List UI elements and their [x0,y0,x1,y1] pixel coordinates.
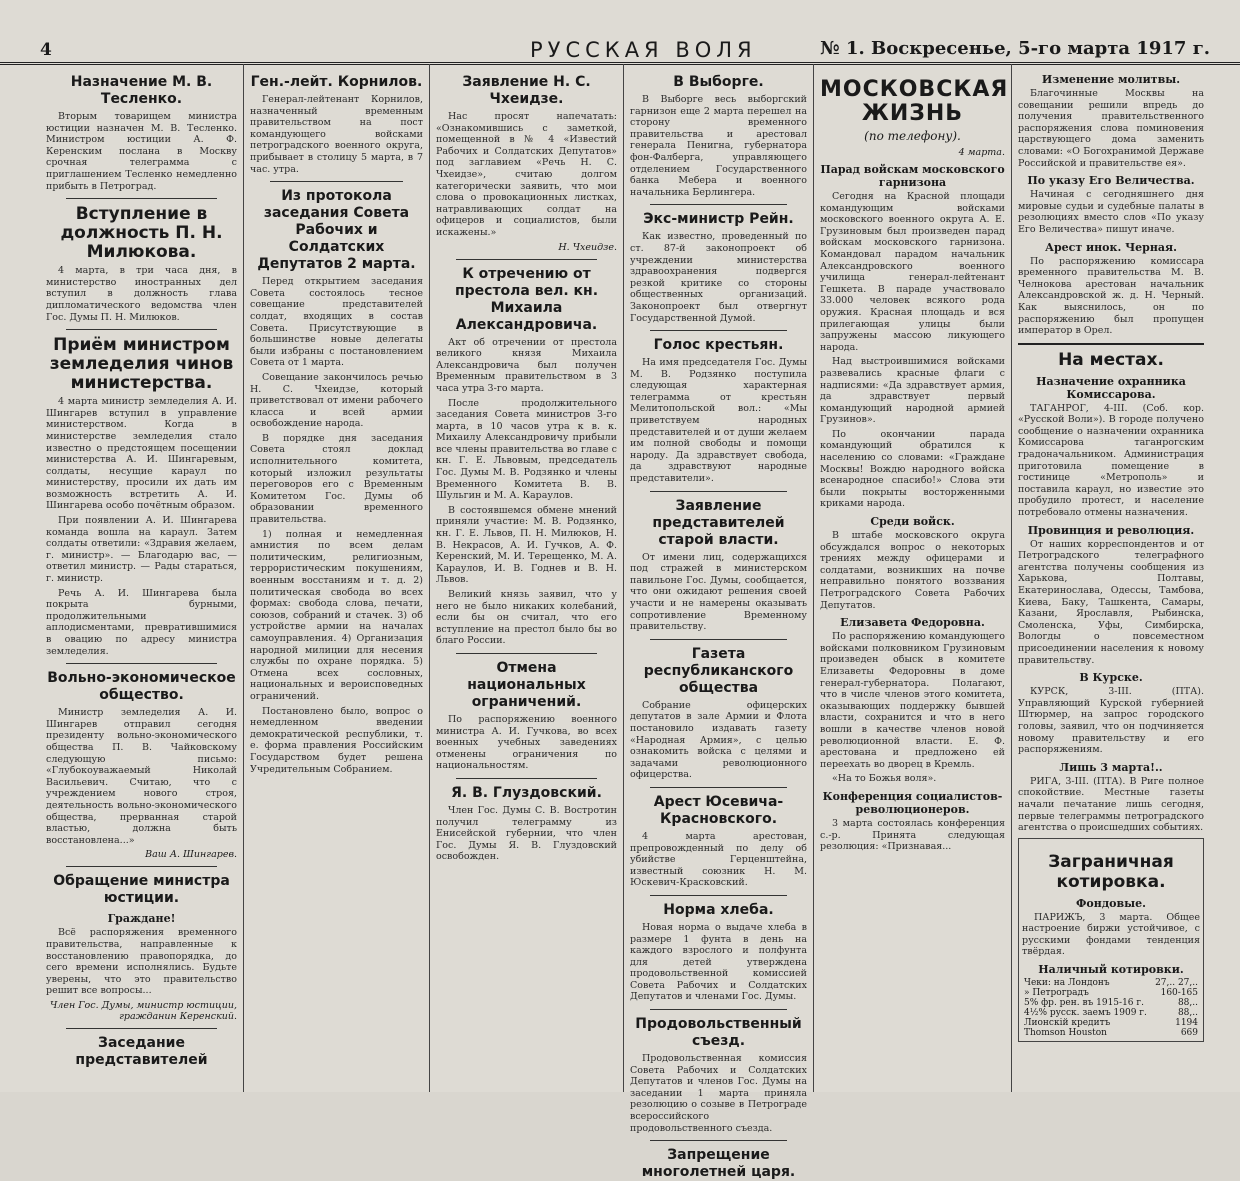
divider [650,204,787,205]
rate-name: 4½% русск. заемъ 1909 г. [1024,1008,1147,1019]
article-head: По указу Его Величества. [1027,174,1195,188]
article-text: Вторым товарищем министра юстиции назначен М. В. Тесленко. Министром юстиции А. Ф. Керенским послана в Москву срочная телеграмма с приглашением Тесленко немедленно прибыть в Петроград. [46,111,237,192]
article-title: Я. В. Глуздовский. [451,784,602,801]
article-text: В штабе московского округа обсуждался вопрос о некоторых трениях между офицерами и солдатами, возникших на почве неправильно понятого воззвания Петроградского Совета Рабочих Депутатов. [820,530,1005,611]
rate-row [1022,978,1200,988]
section-title: МОСКОВСКАЯ ЖИЗНЬ [820,77,1009,126]
quotation-text: ПАРИЖЪ, 3 марта. Общее настроение биржи устойчивое, с русскими фондами тенденция твёрдая. [1022,911,1200,958]
article-text: Продовольственная комиссия Совета Рабочих и Солдатских Депутатов и членов Гос. Думы на заседании 1 марта приняла резолюцию о созыве в Петрограде всероссийского продовольственного съезда. [630,1053,807,1134]
article-text: Нас просят напечатать: «Ознакомившись с заметкой, помещенной в № 4 «Известий Рабочих и Солдатских Депутатов» под заглавием «Речь Н. С. Чхеидзе», считаю долгом категорически заявить, что мои слова о провокационных листках, натравливающих солдат на офицеров и социалистов, были искажены.» [436,111,617,238]
rate-value: 160-165 [1160,988,1198,999]
dateline: 4 марта. [958,147,1005,158]
article-title: Продовольственный съезд. [635,1016,802,1050]
article-title: Вольно-экономическое общество. [47,670,236,704]
article-text: Перед открытием заседания Совета состоялось тесное совещание представителей солдат, входящих в состав Совета. Присутствующие в большинстве новые делегаты были избраны с постановлением Совета от 1 марта. [250,276,423,369]
signature: Ваш А. Шингарев. [145,849,237,861]
column-6 [1012,64,1210,1092]
article-title: Вступление в должность П. Н. Милюкова. [60,204,223,263]
quotation-box [1018,838,1204,1042]
rate-value: 669 [1180,1028,1198,1039]
signature: Н. Чхеидзе. [558,241,617,253]
article-text: По распоряжению военного министра А. И. Гучкова, во всех военных учебных заведениях отменены ограничения по национальностям. [436,713,617,772]
article-head: Назначение охранника Комиссарова. [1036,374,1186,401]
column-4 [624,64,814,1181]
rate-name: Лионскій кредитъ [1024,1018,1111,1029]
rate-name: Thomson Houston [1024,1028,1107,1039]
article-text: Благочинные Москвы на совещании решили впредь до получения правительственного распоряжения слова поминовения царствующего дома заменить словами: «О Богохранимой Державе Российской и правительстве ея». [1018,88,1204,169]
article-text: 4 марта министр земледелия А. И. Шингарев вступил в управление министерством. Когда в министерстве земледелия стало известно о предстоящем посещении министерства А. И. Шингаревым, солдаты, несущие караул по министерству, просили их дать им возможность встретить А. И. Шингарева особо почётным образом. [46,396,237,512]
rate-value: 88,.. [1177,1008,1198,1019]
article-quote: «На то Божья воля». [832,773,937,785]
divider [650,787,787,788]
signature: Член Гос. Думы, министр юстиции, гражданин Керенский. [49,999,237,1022]
section-title: На местах. [1058,349,1164,370]
divider [66,198,217,199]
article-text: Собрание офицерских депутатов в зале Армии и Флота постановило издавать газету «Народная Армия», с целью ознакомить войска с целями и задачами революционного офицерства. [630,699,807,781]
rate-name: Чеки: на Лондонъ [1024,978,1110,989]
article-text: КУРСК, 3-III. (ПТА). Управляющий Курской губернией Штюрмер, на запрос городского головы, заявил, что он подчиняется новому правительству и его распоряжениям. [1018,686,1204,756]
article-text: Начиная с сегодняшнего дня мировые судьи и судебные палаты в резолюциях вместо слов «По указу Его Величества» пишут иначе. [1018,189,1204,235]
article-title: Норма хлеба. [663,901,774,918]
rate-row [1022,1008,1200,1018]
article-title: Запрещение многолетней царя. [641,1147,796,1181]
article-text: 4 марта, в три часа дня, в министерство иностранных дел вступил в должность глава дипломатического ведомства член Гос. Думы П. Н. Милюков. [46,265,237,323]
article-title: Приём министром земледелия чинов министерства. [49,335,234,394]
article-text: От наших корреспондентов и от Петроградского телеграфного агентства получены сообщения из Харькова, Полтавы, Екатеринослава, Одессы, Тамбова, Киева, Баку, Ташкента, Самары, Казани, Ярославля, Рыбинска, Смоленска, Уфы, Симбирска, Вологды о повсеместном присоединении населения к новому правительству. [1018,538,1204,666]
article-head: Арест инок. Черная. [1044,240,1177,254]
article-text: 3 марта состоялась конференция с.-р. Принята следующая резолюция: «Признавая... [820,817,1005,853]
divider [66,663,217,664]
rate-value: 27,.. 27,.. [1155,978,1198,989]
rate-value: 88,.. [1177,998,1198,1009]
article-text: Сегодня на Красной площади командующим войсками московского военного округа А. Е. Грузиновым был произведен парад войскам московского гарнизона. Командовал парадом начальник Александровского военного училища генерал-лейтенант Гешкета. В параде участвовало 33.000 человек всякого рода оружия. Красная площадь и вся прилегающая улицы были запружены массою ликующего народа. [820,191,1005,353]
article-title: Голос крестьян. [653,337,784,354]
article-head: Елизавета Федоровна. [840,616,985,630]
divider [650,639,787,640]
article-text: В Выборге весь выборгский гарнизон еще 2 марта перешел на сторону временного правительства и арестовал генерала Пенигна, губернатора фон-Фалберга, управляющего отделением Государственного банка Мебера и военного начальника Берлингера. [630,94,807,198]
article-text: Всё распоряжения временного правительства, направленные к восстановлению правопорядка, до сего времени исполнялись. Будьте уверены, что это правительство решит все вопросы... [46,927,237,997]
column-3 [430,64,624,1092]
divider [1018,343,1204,345]
divider [650,1140,787,1141]
article-title: Экс-министр Рейн. [643,211,794,228]
issue-info: № 1. Воскресенье, 5-го марта 1917 г. [820,38,1210,59]
article-head: Изменение молитвы. [1041,73,1181,86]
article-text: По распоряжению комиссара временного правительства М. В. Челнокова арестован начальник Александровской ж. д. Н. Черный. Как выяснилось, он по распоряжению был пропущен император в Орел. [1018,255,1204,337]
article-head: Конференция социалистов-революционеров. [822,789,1003,816]
divider [650,895,787,896]
article-text: Новая норма о выдаче хлеба в размере 1 фунта в день на каждого взрослого и полфунта для детей утверждена продовольственной комиссией Совета Рабочих и Солдатских Депутатов и членами Гос. Думы. [630,921,807,1003]
article-text: По распоряжению командующего войсками полковником Грузиновым произведен обыск в комитете Елизаветы Федоровны в доме генерал-губернатора. Полагают, что в числе членов этого комитета, оказывающих поддержку бывшей власти, сохранится и что в него вошли в качестве членов новой революционной власти. Е. Ф. арестована и предложено ей переехать во дворец в Кремль. [820,631,1005,770]
article-text: Великий князь заявил, что у него не было никаких колебаний, если бы он считал, что его вступление на престол было бы во благо России. [436,589,617,647]
article-text: При появлении А. И. Шингарева команда вошла на караул. Затем солдаты ответили: «Здравия желаем, г. министр». — Благодарю вас, — ответил министр. — Рады стараться, г. министр. [46,515,237,585]
article-text: РИГА, 3-III. (ПТА). В Риге полное спокойствие. Местные газеты начали печатание лишь сегодня, первые телеграммы петроградского агентства о происшедших событиях. [1018,775,1204,834]
article-head: В Курске. [1079,671,1143,685]
article-title: К отречению от престола вел. кн. Михаила Александровича. [454,265,599,333]
divider [270,181,403,182]
column-1 [40,64,244,1092]
article-title: Газета республиканского общества [643,645,794,696]
article-text: Речь А. И. Шингарева была покрыта бурными, продолжительными аплодисментами, превратившимися в овацию по адресу министра земледелия. [46,587,237,657]
article-text: На имя председателя Гос. Думы М. В. Родзянко поступила следующая характерная телеграмма от крестьян Мелитопольской вол.: «Мы приветствуем народных представителей и от души желаем им полной свободы и помощи народу. Да здравствует свобода, да здравствуют народные представители». [630,357,807,485]
article-text: В порядке дня заседания Совета стоял доклад исполнительного комитета, который изложил результаты переговоров его с Временным Комитетом Гос. Думы об образовании временного правительства. [250,432,423,526]
article-text: 1) полная и немедленная амнистия по всем делам политическим, религиозным, террористическим покушениям, военным восстаниям и т. д. 2) политическая свобода во всех формах: свобода слова, печати, союзов, собраний и стачек. 3) об устройстве армии на началах самоуправления. 4) Организация народной милиции для несения службы по охране порядка. 5) Отмена всех сословных, национальных и вероисповедных ограничений. [250,528,423,702]
article-text: По окончании парада командующий обратился к населению со словами: «Граждане Москвы! Вождю народного войска всенародное спасибо!» Слова эти были покрыты восторженными криками народа. [820,428,1005,510]
divider [650,330,787,331]
rates-title: Наличный котировки. [1038,963,1184,977]
article-text: Как известно, проведенный по ст. 87-й законопроект об учреждении министерства здравоохранения подвергся резкой критике со стороны общественных организаций. Законопроект был отвергнут Государственной Думой. [630,231,807,324]
rate-row [1022,988,1200,998]
article-text: Постановлено было, вопрос о немедленном введении демократической республики, т. е. форма правления Российским Государством будет решена Учредительным Собранием. [250,705,423,775]
article-text: Акт об отречении от престола великого князя Михаила Александровича был получен Временным правительством в 3 часа утра 3-го марта. [436,336,617,394]
article-head: Среди войск. [870,515,955,529]
divider [66,866,217,867]
divider [650,1009,787,1010]
section-subtitle: (по телефону). [864,129,961,143]
page-number: 4 [40,40,52,60]
rate-row [1022,1018,1200,1028]
article-lead: Граждане! [107,912,176,926]
article-text: Над выстроившимися войсками развевались красные флаги с надписями: «Да здравствует армия, да здравствует первый командующий народной армией Грузинов». [820,356,1005,426]
article-title: Из протокола заседания Совета Рабочих и Солдатских Депутатов 2 марта. [257,188,416,273]
rate-row [1022,998,1200,1008]
article-text: ТАГАНРОГ, 4-III. (Соб. кор. «Русской Воли»). В городе получено сообщение о назначении охранника Комиссарова таганрогским градоначальником. Администрация приготовила помещение в гостинице «Метрополь» и поставила караул, но известие это пробудило протест, и население потребовало отмены назначения. [1018,402,1204,519]
divider [456,259,597,260]
divider [456,653,597,654]
divider [650,491,787,492]
divider [66,329,217,330]
rates-table [1022,978,1200,1038]
rate-name: 5% фр. рен. въ 1915-16 г. [1024,998,1144,1009]
article-title: Назначение М. В. Тесленко. [70,74,213,107]
article-text: Член Гос. Думы С. В. Востротин получил телеграмму из Енисейской губернии, что член Гос. Думы Я. В. Глуздовский освобожден. [436,804,617,863]
article-text: От имени лиц, содержащихся под стражей в министерском павильоне Гос. Думы, сообщается, что они ожидают решения своей участи и не намерены оказывать сопротивление Временному правительству. [630,551,807,633]
article-title: Арест Юсевича-Красновского. [653,793,784,827]
quotation-title: Заграничная котировка. [1048,851,1174,892]
article-text: Генерал-лейтенант Корнилов, назначенный временным правительством на пост командующего войсками петроградского военного округа, прибывает в столицу 5 марта, в 7 час. утра. [250,94,423,175]
article-head: Лишь 3 марта!.. [1059,760,1163,774]
article-title: Отмена национальных ограничений. [467,659,586,710]
article-title: В Выборге. [673,74,764,90]
divider [456,778,597,779]
article-text: После продолжительного заседания Совета министров 3-го марта, в 10 часов утра к в. к. Михаилу Александровичу прибыли все члены правительства во главе с кн. Г. Е. Львовым, председатель Гос. Думы М. В. Родзянко и члены Временного Комитета В. В. Шульгин и М. А. Караулов. [436,397,617,502]
quotation-subtitle: Фондовые. [1076,896,1146,910]
article-text: В состоявшемся обмене мнений приняли участие: М. В. Родзянко, кн. Г. Е. Львов, П. Н. Милюков, Н. В. Некрасов, А. И. Гучков, А. Ф. Керенский, М. И. Терещенко, М. А. Караулов, И. В. Годнев и В. Н. Львов. [436,504,617,586]
article-title: Заявление представителей старой власти. [652,497,785,548]
divider [66,1028,217,1029]
article-title: Заявление Н. С. Чхеидзе. [462,74,591,107]
article-head: Провинция и революция. [1027,523,1195,537]
article-head: Парад войскам московского гарнизона [820,163,1005,189]
article-text: Министр земледелия А. И. Шингарев отправил сегодня президенту вольно-экономического общества П. В. Чайковскому следующую письмо: «Глубокоуважаемый Николай Васильевич. Считаю, что с учреждением нового строя, деятельность вольно-экономического общества, прерванная старой властью, должна быть восстановлена...» [46,707,237,846]
column-2 [244,64,430,1092]
article-text: Совещание закончилось речью Н. С. Чхеидзе, который приветствовал от имени рабочего класса и всей армии освобождение народа. [250,371,423,430]
article-title: Обращение министра юстиции. [53,873,230,907]
article-title: Ген.-лейт. Корнилов. [250,74,423,90]
rate-value: 1194 [1175,1018,1198,1029]
paper-name: РУССКАЯ ВОЛЯ [530,38,757,62]
rate-row [1022,1028,1200,1038]
rate-name: » Петроградъ [1024,988,1089,999]
article-text: 4 марта арестован, препровожденный по делу об убийстве Герценштейна, известный союзник Н. М. Юскевич-Красковский. [630,830,807,889]
column-5 [814,64,1012,1092]
article-title: Заседание представителей [75,1034,208,1068]
masthead [0,0,1240,65]
